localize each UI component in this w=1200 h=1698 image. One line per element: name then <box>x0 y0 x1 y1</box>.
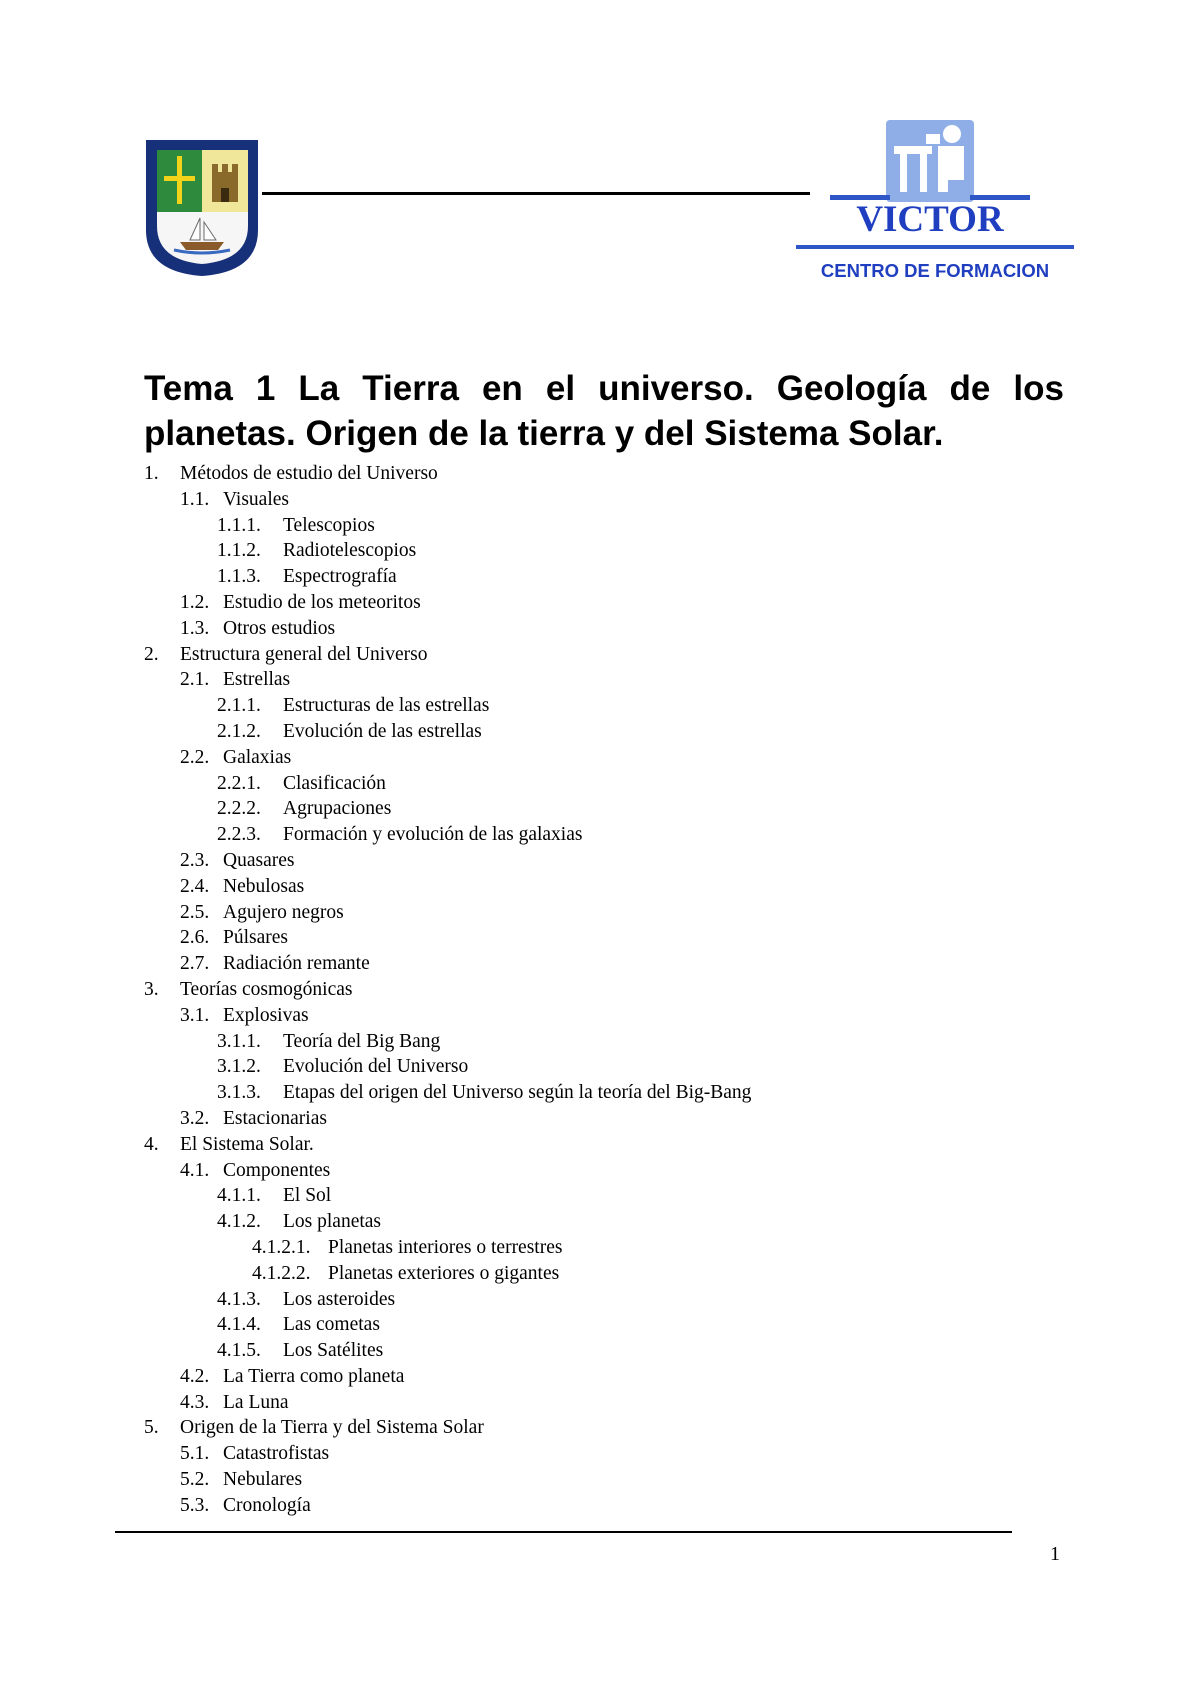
outline-item-number: 4.1.2. <box>217 1211 261 1233</box>
outline-item-number: 1. <box>144 463 159 484</box>
outline-item-text: El Sol <box>283 1185 332 1207</box>
outline-item-text: Explosivas <box>223 1004 309 1026</box>
outline-item-text: Teorías cosmogónicas <box>180 978 353 1000</box>
document-title: Tema 1 La Tierra en el universo. Geología de los planetas. Origen de la tierra y del Sistema Solar. <box>144 369 1064 453</box>
outline-item-text: Origen de la Tierra y del Sistema Solar <box>180 1417 484 1439</box>
outline-item <box>144 564 1094 590</box>
outline-item-number: 2.2.3. <box>217 824 261 846</box>
outline-item-text: Quasares <box>223 849 295 871</box>
outline-item <box>144 874 1094 900</box>
outline-item-text: Estructura general del Universo <box>180 643 428 665</box>
outline-item-number: 1.1.1. <box>217 514 261 536</box>
outline-item <box>144 1364 1094 1390</box>
header-rule <box>262 192 810 195</box>
outline-item-text: Espectrografía <box>283 566 397 588</box>
outline-item <box>144 1183 1094 1209</box>
outline-item <box>144 771 1094 797</box>
outline-item-text: Nebulosas <box>223 875 305 897</box>
outline-item <box>144 951 1094 977</box>
outline-item <box>144 1158 1094 1184</box>
outline-item <box>144 719 1094 745</box>
outline-item <box>144 1390 1094 1416</box>
outline-item-number: 2.2.1. <box>217 772 261 794</box>
outline-item-number: 4.1.2.1. <box>252 1236 311 1258</box>
outline-item-number: 2.7. <box>180 953 210 975</box>
outline-item-text: Planetas exteriores o gigantes <box>328 1262 560 1284</box>
crest-logo <box>144 138 260 278</box>
outline-item-text: Etapas del origen del Universo según la teoría del Big-Bang <box>283 1082 752 1104</box>
outline-item-number: 2. <box>144 643 159 665</box>
outline-item-text: Evolución del Universo <box>283 1056 469 1078</box>
outline-item <box>144 1029 1094 1055</box>
outline-item <box>144 977 1094 1003</box>
outline-item <box>144 1106 1094 1132</box>
outline-item-text: Métodos de estudio del Universo <box>180 463 438 484</box>
outline-item <box>144 1312 1094 1338</box>
outline-item-text: Púlsares <box>223 927 288 949</box>
outline-item <box>144 1235 1094 1261</box>
outline-item-text: Catastrofistas <box>223 1443 330 1465</box>
outline-item <box>144 616 1094 642</box>
outline-item-text: Clasificación <box>283 772 386 794</box>
outline-item-text: Otros estudios <box>223 617 336 639</box>
outline-item-number: 2.5. <box>180 901 210 923</box>
outline-item-text: Agrupaciones <box>283 798 392 820</box>
footer-rule <box>115 1531 1012 1533</box>
outline-item <box>144 487 1094 513</box>
outline-item-number: 2.2.2. <box>217 798 261 820</box>
outline-item-number: 2.1. <box>180 669 210 691</box>
outline-item-number: 2.1.2. <box>217 720 261 742</box>
outline-item-text: Estacionarias <box>223 1107 327 1129</box>
outline-item <box>144 642 1094 668</box>
brand-rule <box>796 245 1074 249</box>
outline-item-text: Los Satélites <box>283 1340 384 1362</box>
outline-item <box>144 745 1094 771</box>
outline-item-number: 2.3. <box>180 849 210 871</box>
outline-item-number: 3. <box>144 978 159 1000</box>
outline-item <box>144 1132 1094 1158</box>
outline-item-text: Estructuras de las estrellas <box>283 695 490 717</box>
outline-item-number: 3.1.3. <box>217 1082 261 1104</box>
outline-item-text: Planetas interiores o terrestres <box>328 1236 563 1258</box>
outline-item-number: 4.1.4. <box>217 1314 261 1336</box>
outline-item-text: Telescopios <box>283 514 375 536</box>
outline-item <box>144 1287 1094 1313</box>
page-number: 1 <box>1050 1543 1060 1565</box>
outline-item-text: Radiación remante <box>223 953 370 975</box>
outline-item-number: 4.3. <box>180 1391 210 1413</box>
outline-item-text: Los asteroides <box>283 1288 396 1310</box>
outline-item <box>144 1441 1094 1467</box>
outline-item <box>144 667 1094 693</box>
brand-name: VICTOR <box>856 199 1004 240</box>
outline-item <box>144 900 1094 926</box>
outline-item-text: Radiotelescopios <box>283 540 417 562</box>
outline-item-number: 4.2. <box>180 1365 210 1387</box>
outline-item-number: 2.4. <box>180 875 210 897</box>
outline-item-text: Las cometas <box>283 1314 380 1336</box>
outline-item-number: 3.2. <box>180 1107 210 1129</box>
outline-item-number: 1.1.2. <box>217 540 261 562</box>
outline-item-number: 2.6. <box>180 927 210 949</box>
outline-item-number: 1.2. <box>180 591 210 613</box>
outline-item-number: 1.3. <box>180 617 210 639</box>
brand-subtitle: CENTRO DE FORMACION <box>820 260 1050 281</box>
outline-item-number: 5.1. <box>180 1443 210 1465</box>
outline-item-number: 3.1. <box>180 1004 210 1026</box>
outline-item-number: 4.1.5. <box>217 1340 261 1362</box>
outline-item <box>144 1338 1094 1364</box>
outline-item <box>144 461 1094 487</box>
outline-item <box>144 1261 1094 1287</box>
outline-item-text: Componentes <box>223 1159 331 1181</box>
outline-item <box>144 1054 1094 1080</box>
outline-item-text: Visuales <box>223 488 289 510</box>
outline-item-number: 4.1. <box>180 1159 210 1181</box>
outline-item-text: Galaxias <box>223 746 292 768</box>
outline-item <box>144 822 1094 848</box>
outline-item-number: 5.3. <box>180 1494 210 1516</box>
outline-item <box>144 693 1094 719</box>
outline-item <box>144 590 1094 616</box>
outline-item <box>144 1493 1094 1519</box>
table-of-contents <box>144 461 1094 1519</box>
outline-item-text: La Tierra como planeta <box>223 1365 405 1387</box>
outline-item-number: 4. <box>144 1133 159 1155</box>
outline-item <box>144 1209 1094 1235</box>
outline-item-number: 3.1.1. <box>217 1030 261 1052</box>
outline-item-text: El Sistema Solar. <box>180 1133 314 1155</box>
outline-item-text: Nebulares <box>223 1469 303 1491</box>
outline-item <box>144 1467 1094 1493</box>
outline-item-number: 3.1.2. <box>217 1056 261 1078</box>
outline-item-text: Cronología <box>223 1494 311 1516</box>
outline-item-text: Teoría del Big Bang <box>283 1030 441 1052</box>
student-at-desk-icon <box>886 120 974 202</box>
outline-item-number: 4.1.1. <box>217 1185 261 1207</box>
outline-item-number: 4.1.2.2. <box>252 1262 311 1284</box>
outline-item-text: La Luna <box>223 1391 289 1413</box>
outline-item <box>144 1003 1094 1029</box>
outline-item-number: 1.1. <box>180 488 210 510</box>
outline-item <box>144 538 1094 564</box>
outline-item-text: Estudio de los meteoritos <box>223 591 421 613</box>
outline-item <box>144 848 1094 874</box>
outline-item-number: 5.2. <box>180 1469 210 1491</box>
outline-item <box>144 925 1094 951</box>
outline-item-text: Formación y evolución de las galaxias <box>283 824 583 846</box>
outline-item-number: 4.1.3. <box>217 1288 261 1310</box>
outline-item-text: Los planetas <box>283 1211 382 1233</box>
outline-item-number: 2.1.1. <box>217 695 261 717</box>
outline-item-number: 1.1.3. <box>217 566 261 588</box>
outline-item <box>144 513 1094 539</box>
outline-item-text: Estrellas <box>223 669 291 691</box>
outline-item <box>144 1080 1094 1106</box>
outline-item-text: Agujero negros <box>223 901 344 923</box>
outline-item-number: 2.2. <box>180 746 210 768</box>
outline-item-number: 5. <box>144 1417 159 1439</box>
outline-item <box>144 796 1094 822</box>
outline-item-text: Evolución de las estrellas <box>283 720 482 742</box>
outline-item <box>144 1415 1094 1441</box>
